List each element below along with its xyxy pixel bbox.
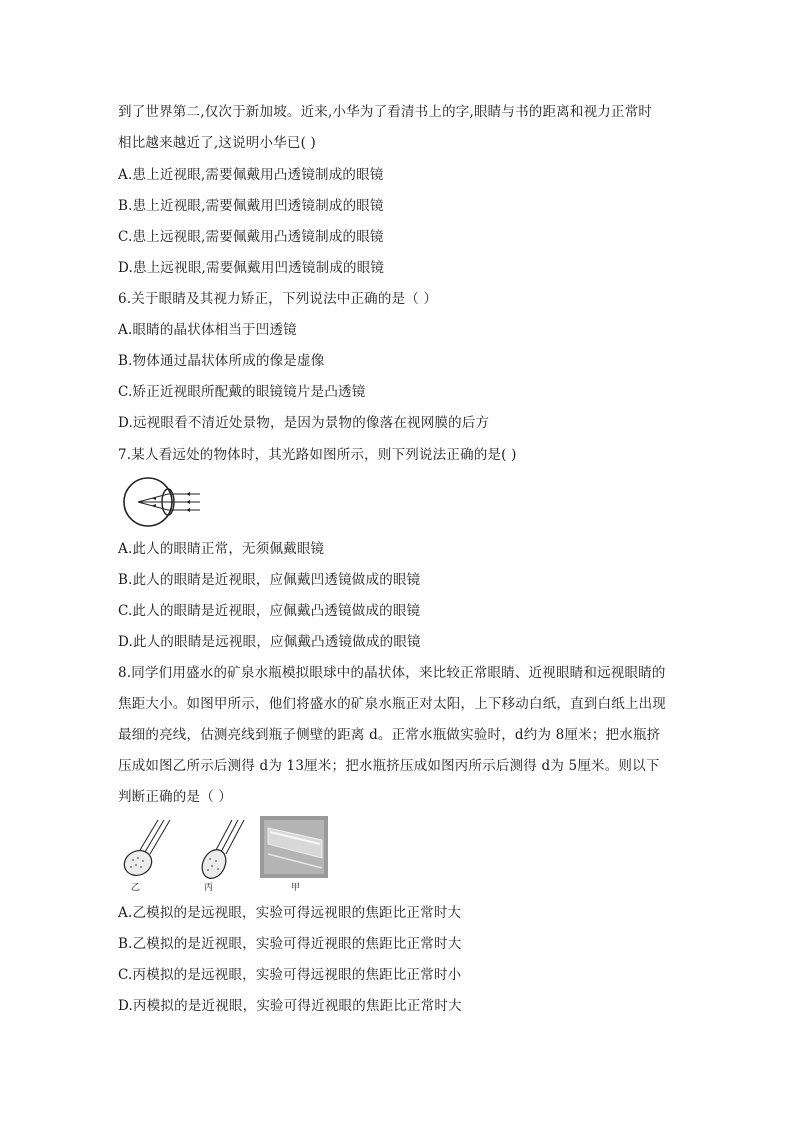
bing-bottle-cross-section (198, 846, 231, 882)
refracted-ray-top (138, 494, 168, 502)
ray-arrow-top (186, 492, 190, 496)
q8-stem-line-2: 焦距大小。如图甲所示，他们将盛水的矿泉水瓶正对太阳，上下移动白纸，直到白纸上出现 (118, 696, 666, 712)
q6-stem: 6.关于眼睛及其视力矫正，下列说法中正确的是（ ） (118, 291, 438, 307)
q8-option-b: B.乙模拟的是近视眼，实验可得近视眼的焦距比正常时大 (118, 936, 462, 952)
q8-stem-line-4: 压成如图乙所示后测得 d为 13厘米；把水瓶挤压成如图丙所示后测得 d为 5厘米。则以下 (118, 758, 660, 774)
eye-diagram-svg (120, 474, 206, 530)
water-bottle-experiment-figures (118, 814, 330, 894)
q8-stem-line-3: 最细的亮线，估测亮线到瓶子侧壁的距离 d。正常水瓶做实验时，d约为 8厘米；把水瓶挤 (118, 727, 661, 743)
q6-option-b: B.物体通过晶状体所成的像是虚像 (118, 353, 325, 369)
refracted-ray-bottom (138, 502, 168, 510)
q7-option-b: B.此人的眼睛是近视眼，应佩戴凹透镜做成的眼镜 (118, 572, 421, 588)
figure-label-bing: 丙 (204, 883, 214, 893)
bottle-figures-svg (118, 814, 330, 894)
q5-option-d: D.患上远视眼,需要佩戴用凹透镜制成的眼镜 (118, 260, 385, 276)
q8-stem-line-1: 8.同学们用盛水的矿泉水瓶模拟眼球中的晶状体，来比较正常眼睛、近视眼睛和远视眼睛的 (118, 665, 666, 681)
q5-option-c: C.患上远视眼,需要佩戴用凸透镜制成的眼镜 (118, 229, 384, 245)
q6-option-d: D.远视眼看不清近处景物，是因为景物的像落在视网膜的后方 (118, 415, 490, 431)
figure-yi (120, 820, 170, 893)
q8-option-c: C.丙模拟的是远视眼，实验可得远视眼的焦距比正常时小 (118, 967, 462, 983)
ray-arrow-middle (186, 500, 190, 504)
ray-arrow-bottom (186, 508, 190, 512)
yi-bottle-cross-section (120, 846, 156, 880)
q7-option-c: C.此人的眼睛是近视眼，应佩戴凸透镜做成的眼镜 (118, 603, 421, 619)
q7-stem: 7.某人看远处的物体时，其光路如图所示，则下列说法正确的是( ) (118, 447, 517, 463)
q5-stem-line-1: 到了世界第二,仅次于新加坡。近来,小华为了看清书上的字,眼睛与书的距离和视力正常时 (118, 104, 653, 120)
figure-jia (260, 816, 328, 893)
q8-option-a: A.乙模拟的是远视眼，实验可得远视眼的焦距比正常时大 (118, 905, 462, 921)
q7-option-d: D.此人的眼睛是远视眼，应佩戴凸透镜做成的眼镜 (118, 634, 421, 650)
figure-label-yi: 乙 (131, 883, 141, 893)
eye-light-path-diagram (120, 474, 206, 530)
q5-option-a: A.患上近视眼,需要佩戴用凸透镜制成的眼镜 (118, 167, 384, 183)
q8-stem-line-5: 判断正确的是（ ） (118, 789, 233, 805)
figure-label-jia: 甲 (291, 883, 301, 893)
q5-option-b: B.患上近视眼,需要佩戴用凹透镜制成的眼镜 (118, 198, 384, 214)
q7-option-a: A.此人的眼睛正常，无须佩戴眼镜 (118, 541, 325, 557)
q8-option-d: D.丙模拟的是近视眼，实验可得近视眼的焦距比正常时大 (118, 998, 462, 1014)
q5-stem-line-2: 相比越来越近了,这说明小华已( ) (118, 135, 317, 151)
q6-option-c: C.矫正近视眼所配戴的眼镜镜片是凸透镜 (118, 384, 366, 400)
figure-bing (198, 820, 244, 893)
yi-sun-ray-3 (150, 820, 170, 854)
q6-option-a: A.眼睛的晶状体相当于凹透镜 (118, 322, 297, 338)
